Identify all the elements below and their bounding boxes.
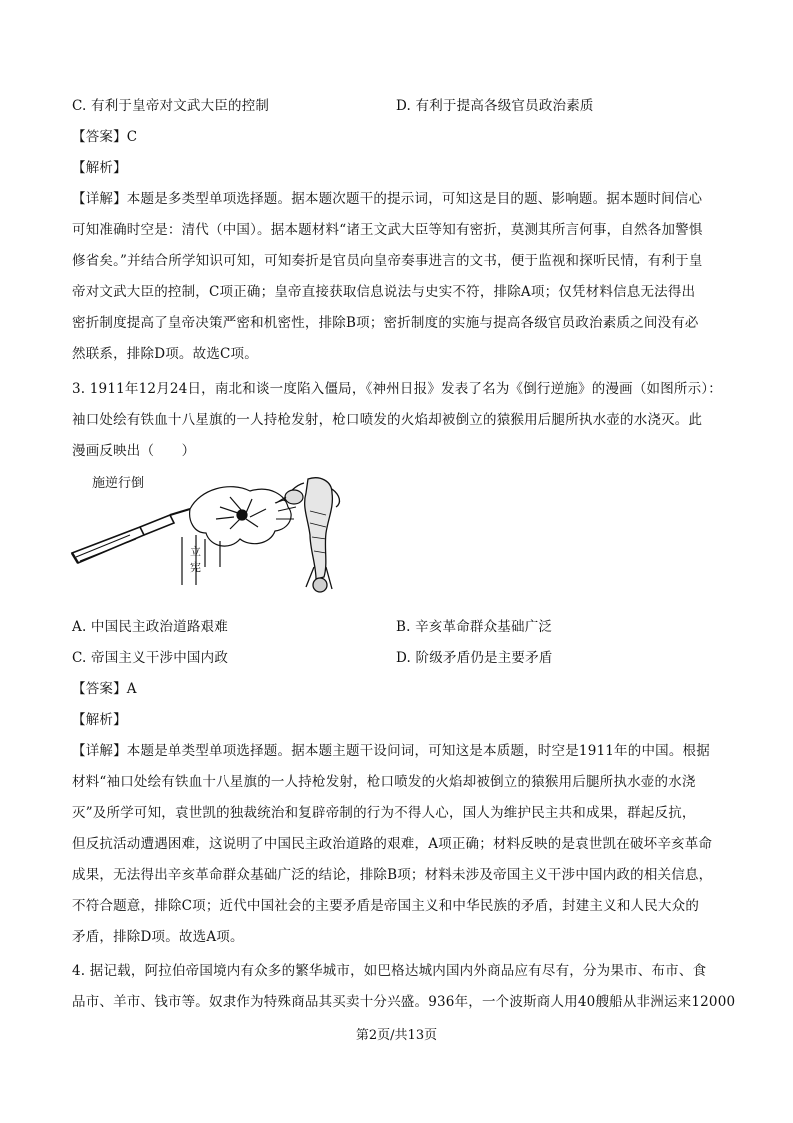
q3-options-row-2 <box>72 649 727 667</box>
q3-detail-line: 不符合题意，排除C项；近代中国社会的主要矛盾是帝国主义和中华民族的矛盾，封建主义和人民大众的 <box>72 898 700 914</box>
q4-stem-line: 4. 据记载，阿拉伯帝国境内有众多的繁华城市，如巴格达城内国内外商品应有尽有，分为果市、布市、食 <box>72 963 707 979</box>
q2-option-c: C. 有利于皇帝对文武大臣的控制 <box>72 98 270 114</box>
q2-answer: 【答案】C <box>72 129 138 145</box>
cartoon-label: 立 <box>190 545 201 558</box>
rifle-icon <box>72 509 190 563</box>
pillar-icon <box>182 535 220 585</box>
q3-detail-line: 矛盾，排除D项。故选A项。 <box>72 929 244 945</box>
flame-icon <box>190 487 291 546</box>
q2-detail-line: 【详解】本题是多类型单项选择题。据本题次题干的提示词，可知这是目的题、影响题。据本题时间信心 <box>72 191 703 207</box>
q2-detail-line: 修省矣。”并结合所学知识可知，可知奏折是官员向皇帝奏事进言的文书，便于监视和探听民情，有利于皇 <box>72 253 703 269</box>
q3-stem-line: 漫画反映出（ ） <box>72 443 196 459</box>
q2-detail-line: 帝对文武大臣的控制，C项正确；皇帝直接获取信息说法与史实不符，排除A项；仅凭材料信息无法得出 <box>72 284 696 300</box>
q2-detail-line: 然联系，排除D项。故选C项。 <box>72 346 258 362</box>
q3-option-c: C. 帝国主义干涉中国内政 <box>72 650 229 666</box>
q3-detail-line: 材料“袖口处绘有铁血十八星旗的一人持枪发射，枪口喷发的火焰却被倒立的猿猴用后腿所执水壶的水浇 <box>72 774 696 790</box>
q2-analysis-heading: 【解析】 <box>72 160 127 176</box>
q3-option-d: D. 阶级矛盾仍是主要矛盾 <box>396 650 553 666</box>
q3-options-row-1 <box>72 618 727 636</box>
q3-detail-line: 成果，无法得出辛亥革命群众基础广泛的结论，排除B项；材料未涉及帝国主义干涉中国内政的相关信息， <box>72 867 713 883</box>
cartoon-illustration <box>70 467 360 599</box>
kettle-icon <box>276 490 303 504</box>
cartoon-title: 施逆行倒 <box>92 476 145 491</box>
q3-detail-line: 灭”及所学可知，袁世凯的独裁统治和复辟帝制的行为不得人心，国人为维护民主共和成果，群起反抗， <box>72 805 696 821</box>
q2-option-d: D. 有利于提高各级官员政治素质 <box>396 98 594 114</box>
q4-stem-line: 品市、羊市、钱市等。奴隶作为特殊商品其买卖十分兴盛。936年，一个波斯商人用40艘船从非洲运来12000 <box>72 994 736 1010</box>
q3-detail-line: 【详解】本题是单类型单项选择题。据本题主题干设问词，可知这是本质题，时空是1911年的中国。根据 <box>72 743 710 759</box>
q3-answer: 【答案】A <box>72 681 137 697</box>
q2-options-row <box>72 97 727 115</box>
q3-analysis-heading: 【解析】 <box>72 712 127 728</box>
cartoon-label: 宪 <box>190 561 201 574</box>
page-number: 第2页/共13页 <box>355 1028 438 1043</box>
q3-stem-line: 袖口处绘有铁血十八星旗的一人持枪发射，枪口喷发的火焰却被倒立的猿猴用后腿所执水壶的水浇灭。此 <box>72 412 703 428</box>
q3-option-b: B. 辛亥革命群众基础广泛 <box>396 619 553 635</box>
q2-detail-line: 可知准确时空是：清代（中国）。据本题材料“诸王文武大臣等知有密折，莫测其所言何事，自然各加警惧 <box>72 222 703 238</box>
q3-detail-line: 但反抗活动遭遇困难，这说明了中国民主政治道路的艰难，A项正确；材料反映的是袁世凯在破坏辛亥革命 <box>72 836 713 852</box>
q3-stem-line: 3. 1911年12月24日，南北和谈一度陷入僵局，《神州日报》发表了名为《倒行逆施》的漫画（如图所示）： <box>72 381 722 397</box>
q3-option-a: A. 中国民主政治道路艰难 <box>72 619 228 635</box>
q2-detail-line: 密折制度提高了皇帝决策严密和机密性，排除B项；密折制度的实施与提高各级官员政治素质之间没有必 <box>72 315 699 331</box>
